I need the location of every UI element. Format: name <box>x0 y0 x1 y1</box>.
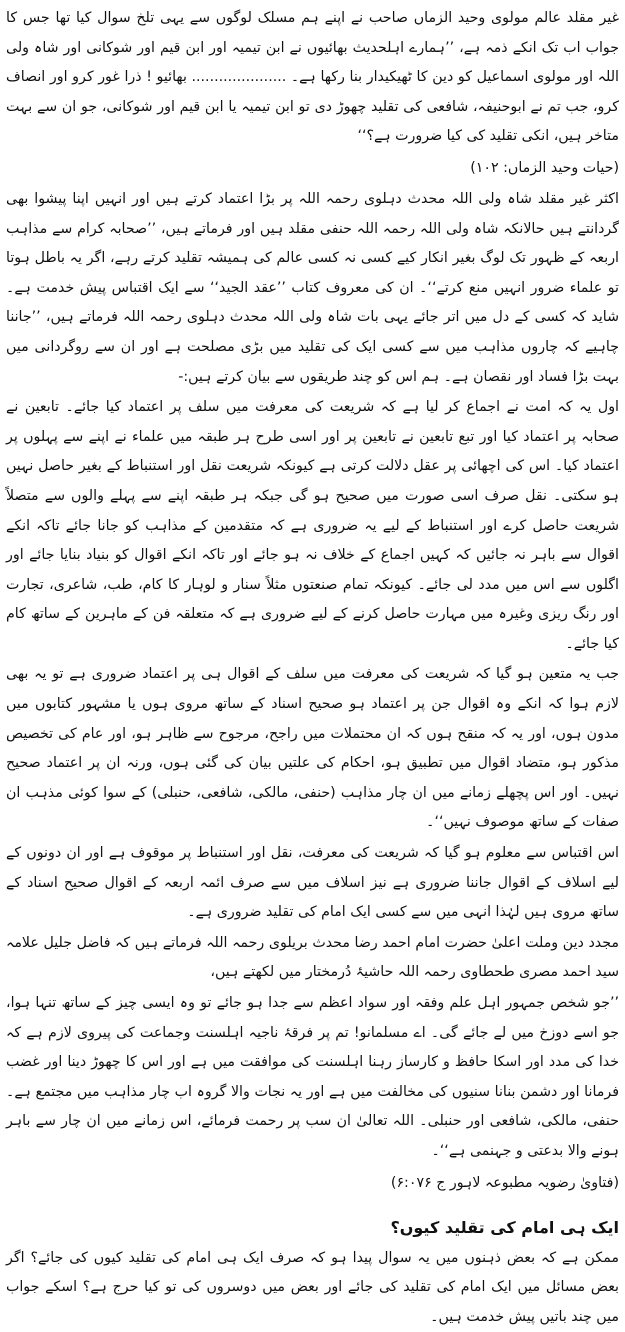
paragraph-first-reason: اول یہ کہ امت نے اجماع کر لیا ہے کہ شریعت کی معرفت میں سلف پر اعتماد کیا جائے۔ تابعین نے صحابہ پر اعتماد کیا اور تبع تابعین نے تابعین پر اور اسی طرح ہر طبقہ میں علماء نے اپنے سے پہلوں پر اعتماد کیا۔ اس کی اچھائی پر عقل دلالت کرتی ہے کیونکہ شریعت نقل اور استنباط کے بغیر حاصل نہیں ہو سکتی۔ نقل صرف اسی صورت میں صحیح ہو گی جبکہ ہر طبقہ اپنے سے پہلے والوں سے متصلاً شریعت حاصل کرے اور استنباط کے لیے یہ ضروری ہے کہ متقدمین کے مذاہب کو جانا جائے تاکہ انکے اقوال سے باہر نہ جائیں کہ کہیں اجماع کے خلاف نہ ہو جائے اور تاکہ انکے اقوال کو بنیاد بنایا جائے اور اگلوں سے اس میں مدد لی جائے۔ کیونکہ تمام صنعتوں مثلاً سنار و لوہار کا کام، طب، شاعری، تجارت اور رنگ ریزی وغیرہ میں مہارت حاصل کرنے کے لیے ضروری ہے کہ متعلقہ فن کے ماہرین کے ساتھ کام کیا جائے۔ <box>6 399 619 652</box>
reference-fatawa-razawiya: (فتاویٰ رضویہ مطبوعہ لاہور ج ۶:۰۷۶) <box>390 1174 619 1191</box>
paragraph-tahtawi-quote: ’’جو شخص جمہور اہل علم وفقہ اور سواد اعظم سے جدا ہو جائے تو وہ ایسی چیز کے ساتھ تنہا ہوا، جو اسے دوزخ میں لے جائے گی۔ اے مسلمانو! تم پر فرقۂ ناجیہ اہلسنت وجماعت کی پیروی لازم ہے کہ خدا کی مدد اور اسکا حافظ و کارساز رہنا اہلسنت کی موافقت میں ہے اور اس کا چھوڑ دینا اور غضب فرمانا اور دشمن بنانا سنیوں کی مخالفت میں ہے اور یہ نجات والا گروہ اب چار مذاہب میں مجتمع ہے۔ حنفی، مالکی، شافعی اور حنبلی۔ اللہ تعالیٰ ان سب پر رحمت فرمائے، اس زمانے میں ان چار سے باہر ہونے والا بدعتی و جہنمی ہے‘‘۔ <box>6 995 619 1159</box>
paragraph-ala-hazrat-intro: مجدد دین وملت اعلیٰ حضرت امام احمد رضا محدث بریلوی رحمہ اللہ فرماتے ہیں کہ فاضل جلیل علامہ سید احمد مصری طحطاوی رحمہ اللہ حاشیۂ دُرمختار میں لکھتے ہیں، <box>6 934 619 981</box>
reference-hayat-wahiduzzaman: (حیات وحید الزماں: ۱۰۲) <box>470 159 619 176</box>
section-heading: ایک ہی امام کی تقلید کیوں؟ <box>390 1217 619 1237</box>
paragraph-conclusion: اس اقتباس سے معلوم ہو گیا کہ شریعت کی معرفت، نقل اور استنباط پر موقوف ہے اور ان دونوں کے لیے اسلاف کے اقوال جاننا ضروری ہے نیز اسلاف میں سے صرف ائمہ اربعہ کے اقوال صحیح اسناد کے ساتھ مروی ہیں لہٰذا انہی میں سے کسی ایک امام کی تقلید ضروری ہے۔ <box>6 845 619 921</box>
paragraph-shah-waliullah: اکثر غیر مقلد شاہ ولی اللہ محدث دہلوی رحمہ اللہ پر بڑا اعتماد کرتے ہیں اور انہیں اپنا پیشوا بھی گردانتے ہیں حالانکہ شاہ ولی اللہ رحمہ اللہ حنفی مقلد ہیں اور فرماتے ہیں، ’’صحابہ کرام سے مذاہب اربعہ کے ظہور تک لوگ بغیر انکار کیے کسی نہ کسی عالم کی ہمیشہ تقلید کرتے رہے، اگر یہ باطل ہوتا تو علماء ضرور انہیں منع کرتے‘‘۔ ان کی معروف کتاب ’’عقد الجید‘‘ سے ایک اقتباس پیش خدمت ہے۔ شاید کہ کسی کے دل میں اتر جائے یہی بات شاہ ولی اللہ محدث دہلوی رحمہ اللہ فرماتے ہیں، ’’جاننا چاہیے کہ چاروں مذاہب میں سے کسی ایک کی تقلید میں بڑی مصلحت ہے اور ان سے روگردانی میں بہت بڑا فساد اور نقصان ہے۔ ہم اس کو چند طریقوں سے بیان کرتے ہیں:- <box>6 190 619 385</box>
paragraph-wahiduzzaman-quote: غیر مقلد عالم مولوی وحید الزماں صاحب نے اپنے ہم مسلک لوگوں سے یہی تلخ سوال کیا تھا جس کا جواب اب تک انکے ذمہ ہے، ’’ہمارے اہلحدیث بھائیوں نے ابن تیمیہ اور ابن قیم اور شوکانی اور شاہ ولی اللہ اور مولوی اسماعیل کو دین کا ٹھیکیدار بنا رکھا ہے۔ ..................... بھائیو ! ذرا غور کرو اور انصاف کرو، جب تم نے ابوحنیفہ، شافعی کی تقلید چھوڑ دی تو ابن تیمیہ یا ابن قیم اور شوکانی، جو ان سے بہت متاخر ہیں، انکی تقلید کی کیا ضرورت ہے؟‘‘ <box>6 10 619 145</box>
paragraph-one-imam: ممکن ہے کہ بعض ذہنوں میں یہ سوال پیدا ہو کہ صرف ایک ہی امام کی تقلید کیوں کی جائے؟ اگر بعض مسائل میں ایک امام کی تقلید کی جائے اور بعض میں دوسروں کی تو کیا حرج ہے؟ اسکے جواب میں چند باتیں پیش خدمت ہیں۔ <box>6 1249 619 1325</box>
paragraph-four-madhahib: جب یہ متعین ہو گیا کہ شریعت کی معرفت میں سلف کے اقوال ہی پر اعتماد ضروری ہے تو یہ بھی لازم ہوا کہ انکے وہ اقوال جن پر اعتماد ہو صحیح اسناد کے ساتھ مروی ہوں یا مشہور کتابوں میں مدون ہوں، اور یہ کہ منقح ہوں کہ ان محتملات میں راجح، مرجوح سے ظاہر ہو، اور عام کی تخصیص مذکور ہو، متضاد اقوال میں تطبیق ہو، احکام کی علتیں بیان کی گئی ہوں، ورنہ ان پر اعتماد صحیح نہیں۔ اور اس پچھلے زمانے میں ان چار مذاہب (حنفی، مالکی، شافعی، حنبلی) کے سوا کوئی مذہب ان صفات کے ساتھ موصوف نہیں‘‘۔ <box>6 666 619 831</box>
